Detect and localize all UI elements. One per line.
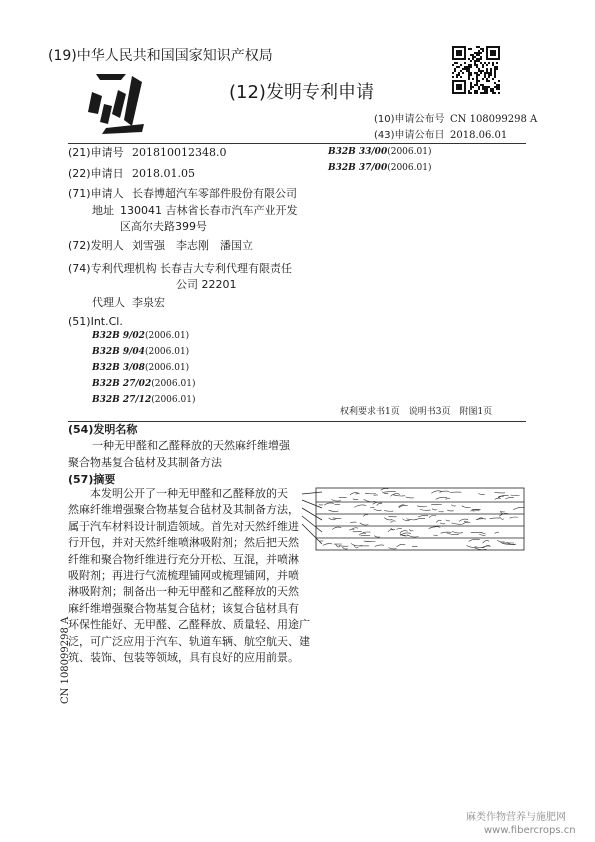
intcl-code: B32B 33/00: [328, 147, 388, 157]
publication-date-value: 2018.06.01: [450, 130, 508, 141]
intcl-code: B32B 27/12: [92, 395, 152, 405]
agent-label: 代理人: [92, 296, 125, 309]
applicant-value: 长春博超汽车零部件股份有限公司: [132, 187, 297, 200]
intcl-entry: [328, 144, 431, 160]
issuing-office: (19)中华人民共和国国家知识产权局: [48, 48, 273, 64]
abstract-line: 本发明公开了一种无甲醛和乙醛释放的天: [90, 487, 288, 500]
intcl-entry: [92, 392, 195, 408]
abstract-line: 环保性能好、无甲醛、乙醛释放、质量轻、用途广: [68, 618, 310, 632]
header-rule: [68, 143, 526, 144]
intcl-code: B32B 9/04: [92, 347, 145, 357]
abstract-body: [68, 486, 310, 666]
agent-value: 李泉宏: [132, 296, 165, 309]
abstract-line: 淋吸附剂；制备出一种无甲醛和乙醛释放的天然: [68, 585, 299, 599]
applicant-label: (71)申请人: [68, 187, 124, 200]
application-number-value: 201810012348.0: [132, 146, 227, 159]
intcl-version: (2006.01): [151, 395, 196, 405]
intcl-entry: [92, 344, 195, 360]
intcl-code: B32B 9/02: [92, 331, 145, 341]
intcl-entry: [92, 360, 195, 376]
agency-line-1: 长春吉大专利代理有限责任: [160, 262, 292, 275]
invention-title-line-2: 聚合物基复合毡材及其制备方法: [68, 456, 222, 469]
intcl-label: (51)Int.Cl.: [68, 315, 123, 328]
watermark-url: www.fibercrops.cn: [484, 825, 576, 836]
intcl-entry: [92, 328, 195, 344]
intcl-list-continued: [328, 144, 431, 176]
qr-code: [452, 46, 500, 94]
watermark-title: 麻类作物营养与施肥网: [466, 812, 566, 823]
abstract-line: 然麻纤维增强聚合物基复合毡材及其制备方法，: [68, 503, 299, 517]
intcl-version: (2006.01): [387, 163, 432, 173]
abstract-line: 行开包，并对天然纤维喷淋吸附剂；然后把天然: [68, 536, 299, 550]
intcl-version: (2006.01): [151, 379, 196, 389]
invention-title-line-1: 一种无甲醛和乙醛释放的天然麻纤维增强: [92, 439, 290, 452]
intcl-version: (2006.01): [387, 147, 432, 157]
intcl-version: (2006.01): [144, 347, 190, 357]
abstract-figure: [300, 480, 526, 556]
filing-date-value: 2018.01.05: [132, 167, 195, 180]
invention-title-label: (54)发明名称: [68, 423, 138, 436]
abstract-line: 泛，可广泛应用于汽车、轨道车辆、航空航天、建: [68, 634, 310, 648]
address-line-2: 区高尔夫路399号: [120, 220, 207, 233]
intcl-entry: [92, 376, 195, 392]
intcl-list: [92, 328, 195, 408]
document-type-title: (12)发明专利申请: [229, 82, 374, 103]
publication-date-label: (43)申请公布日: [374, 130, 445, 141]
inventor-label: (72)发明人: [68, 239, 124, 252]
agency-label: (74)专利代理机构: [68, 262, 157, 275]
office-emblem: [88, 74, 158, 136]
abstract-line: 筑、装饰、包装等领域，具有良好的应用前景。: [68, 651, 299, 665]
intcl-version: (2006.01): [144, 331, 190, 341]
application-number-label: (21)申请号: [68, 146, 124, 159]
abstract-label: (57)摘要: [68, 473, 116, 486]
intcl-code: B32B 3/08: [92, 363, 145, 373]
abstract-line: 麻纤维增强聚合物基复合毡材；该复合毡材具有: [68, 601, 299, 615]
abstract-line: 纤维和聚合物纤维进行充分开松、互混，并喷淋: [68, 552, 299, 566]
agency-line-2: 公司 22201: [176, 278, 237, 291]
address-label: 地址: [92, 204, 114, 217]
publication-number-value: CN 108099298 A: [450, 114, 538, 125]
intcl-entry: [328, 160, 431, 176]
side-publication-number: CN 108099298 A: [60, 616, 71, 704]
publication-number-label: (10)申请公布号: [374, 114, 445, 125]
intcl-code: B32B 27/02: [92, 379, 152, 389]
abstract-line: 属于汽车材料设计制造领域。首先对天然纤维进: [68, 519, 299, 533]
abstract-line: 吸附剂；再进行气流梳理铺网或梳理铺网，并喷: [68, 569, 299, 583]
inventor-value: 刘雪强 李志刚 潘国立: [132, 239, 253, 252]
filing-date-label: (22)申请日: [68, 167, 124, 180]
intcl-code: B32B 37/00: [328, 163, 388, 173]
address-line-1: 130041 吉林省长春市汽车产业开发: [120, 204, 298, 217]
intcl-version: (2006.01): [144, 363, 190, 373]
page-counts: 权利要求书1页 说明书3页 附图1页: [340, 407, 493, 417]
